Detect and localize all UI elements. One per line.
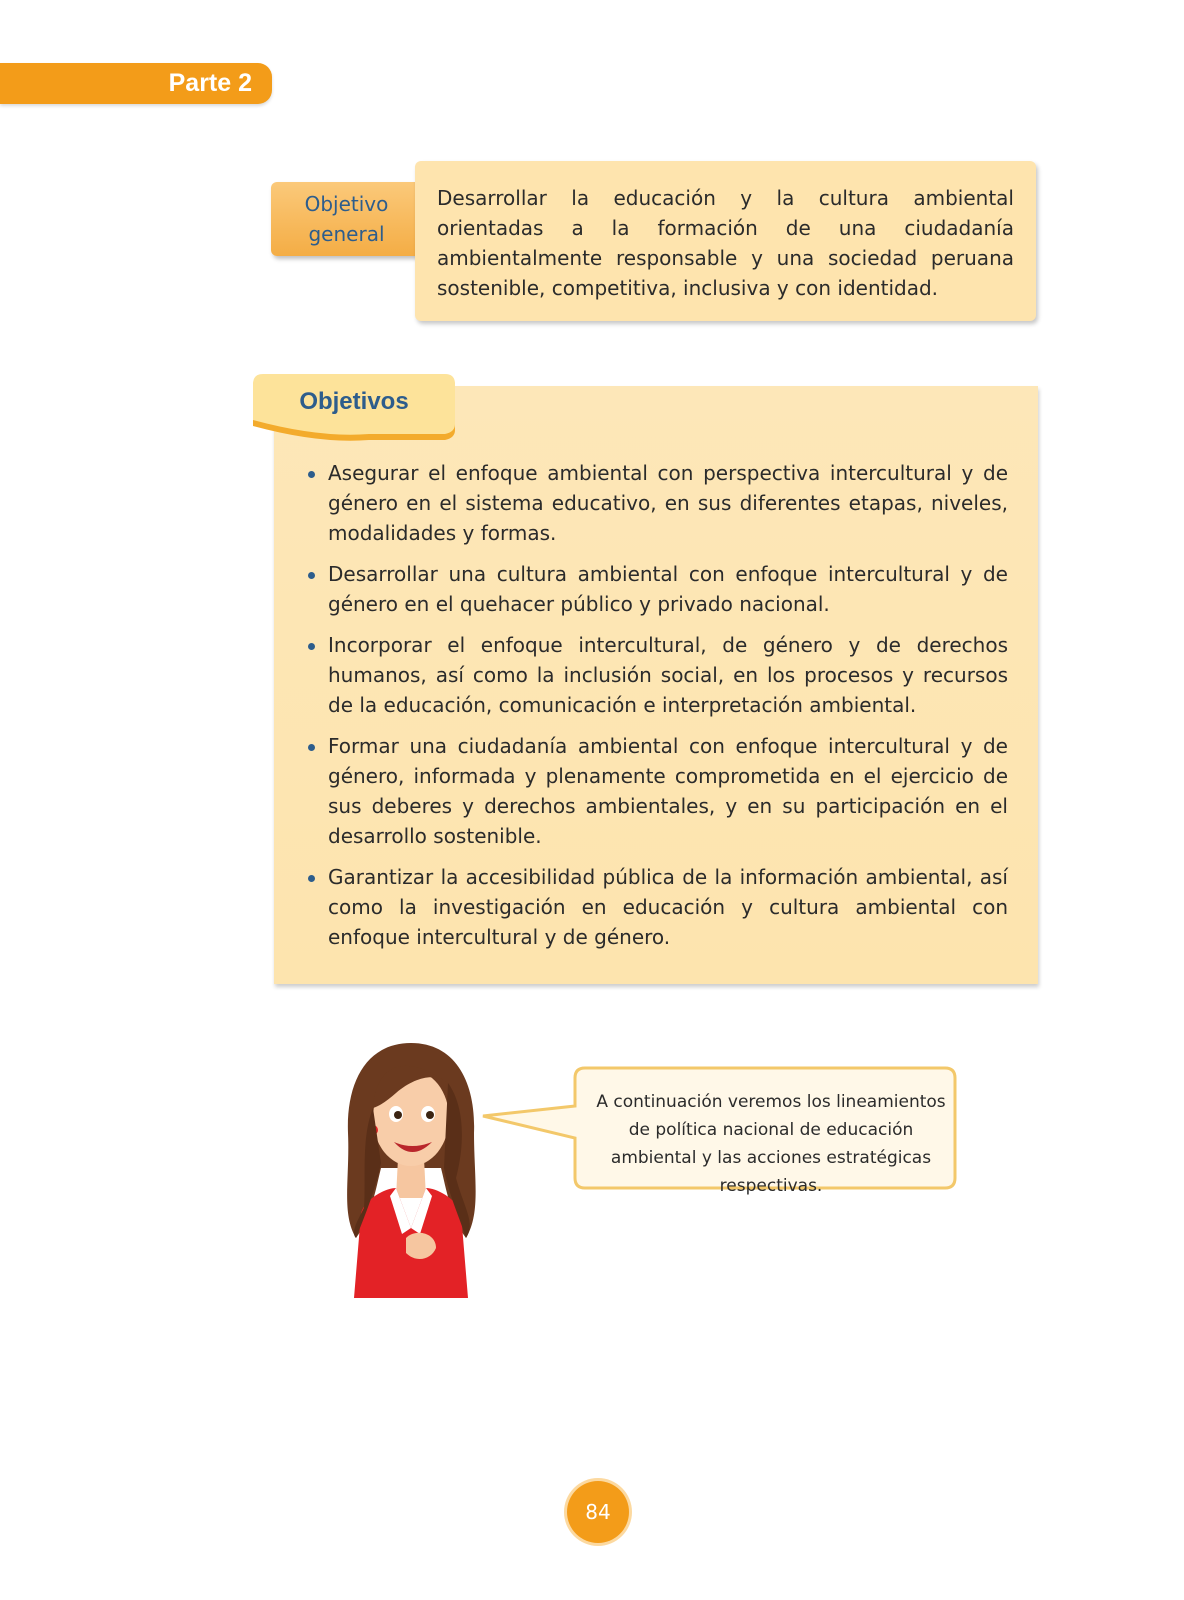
list-item <box>302 630 1008 720</box>
list-item <box>302 458 1008 548</box>
list-item <box>302 731 1008 851</box>
bullet-icon <box>308 875 315 882</box>
list-item-text: Desarrollar una cultura ambiental con enfoque intercultural y de género en el quehacer público y privado nacional. <box>328 562 1008 616</box>
list-item-text: Incorporar el enfoque intercultural, de género y de derechos humanos, así como la inclusión social, en los procesos y recursos de la educación, comunicación e interpretación ambiental. <box>328 633 1008 717</box>
objetivo-general-label: Objetivo general <box>271 182 422 256</box>
objetivos-list <box>302 458 1008 963</box>
bullet-icon <box>308 471 315 478</box>
section-tab <box>0 63 272 104</box>
list-item <box>302 559 1008 619</box>
speech-bubble-text: A continuación veremos los lineamientos de política nacional de educación ambiental y las acciones estratégicas respectivas. <box>596 1092 946 1196</box>
list-item-text: Formar una ciudadanía ambiental con enfoque intercultural y de género, informada y plenamente comprometida en el ejercicio de sus deberes y derechos ambientales, y en su participación en el desarrollo sostenible. <box>328 734 1008 848</box>
objetivo-general-text: Desarrollar la educación y la cultura ambiental orientadas a la formación de una ciudadanía ambientalmente responsable y una sociedad peruana sostenible, competitiva, inclusiva y con identidad. <box>415 161 1036 321</box>
objetivos-title: Objetivos <box>299 388 409 415</box>
bullet-icon <box>308 572 315 579</box>
list-item-text: Garantizar la accesibilidad pública de la información ambiental, así como la investigación en educación y cultura ambiental con enfoque intercultural y de género. <box>328 865 1008 949</box>
teacher-illustration <box>336 1038 486 1298</box>
list-item-text: Asegurar el enfoque ambiental con perspectiva intercultural y de género en el sistema educativo, en sus diferentes etapas, niveles, modalidades y formas. <box>328 461 1008 545</box>
list-item <box>302 862 1008 952</box>
section-label: Parte 2 <box>168 69 252 97</box>
objetivos-tab <box>249 374 459 444</box>
bullet-icon <box>308 643 315 650</box>
bullet-icon <box>308 744 315 751</box>
page-number: 84 <box>567 1481 629 1543</box>
